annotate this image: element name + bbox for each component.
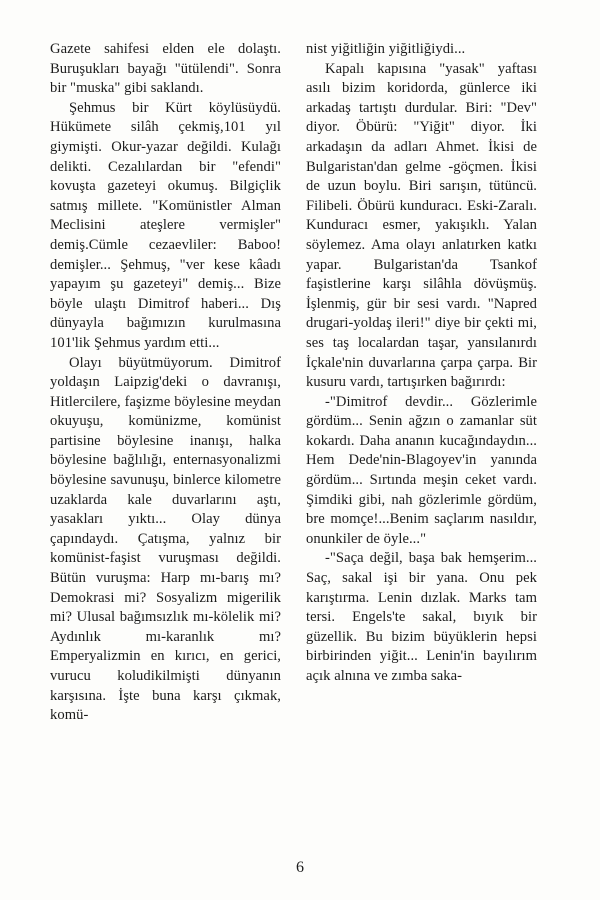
paragraph: Gazete sahifesi elden ele dolaştı. Buruşukları bayağı "ütülendi". Sonra bir "muska" gibi saklandı. bbox=[50, 41, 281, 97]
page-number: 6 bbox=[296, 859, 304, 876]
paragraph: -"Saça değil, başa bak hemşerim... Saç, sakal işi bir yana. Onu pek karıştırma. Lenin dızlak. Marks tam tersi. Engels'te sakal, bıyık bir güzellik. Bu bizim büyüklerin hepsi birbirinden yiğit... Lenin'in bayılırım açık alnına ve zımba saka- bbox=[306, 550, 537, 684]
paragraph: Olayı büyütmüyorum. Dimitrof yoldaşın Laipzig'deki o davranışı, Hitlercilere, faşizme böylesine meydan okuyuşu, komünizme, komünist partisine böylesine inanışı, halka böylesine bağlılığı, enternasyonalizmi böylesine savunuşu, binlerce kilometre uzaklarda kale duvarlarını aştı, yasakları yıktı... Olay dünya çapındaydı. Çatışma, yalnız bir komünist-faşist vuruşması değildi. Bütün vuruşma: Harp mı-barış mı? Demokrasi mi? Sosyalizm migerilik mi? Ulusal bağımsızlık mı-kölelik mi?Aydınlık mı-karanlık mı? Emperyalizmin en kırıcı, en gerici, vurucu koludikilmişti dünyanın karşısına. İşte buna karşı çıkmak, komü- bbox=[50, 354, 281, 724]
right-column bbox=[306, 40, 537, 687]
paragraph: -"Dimitrof devdir... Gözlerimle gördüm... Senin ağzın o zamanlar süt kokardı. Daha ananın kucağındaydın... Hem Dede'nin-Blagoyev'in yanında gördüm... Sırtında meşin ceket vardı. Şimdiki gibi, nah gözlerimle gördüm, bre momçe!...Benim saçlarım nasıldır, onunkiler de öyle..." bbox=[306, 393, 537, 547]
left-column bbox=[50, 40, 281, 726]
paragraph: Şehmus bir Kürt köylüsüydü. Hükümete silâh çekmiş,101 yıl giymişti. Okur-yazar değildi. Kulağı delikti. Cezalılardan bir "efendi" kovuşta gazeteyi okumuş. Bilgiçlik satmış millete. "Komünistler Alman Meclisini ateşlere vermişler" demiş.Cümle cezaevliler: Baboo! demişler... Şehmuş, "ver kese kâadı yapayım şu gazeteyi" demiş... Bize böyle ulaştı Dimitrof haberi... Dış dünyayla bağımızın kurulmasına 101'lik Şehmus yardım etti... bbox=[50, 99, 281, 351]
paragraph: Kapalı kapısına "yasak" yaftası asılı bizim koridorda, günlerce iki arkadaş tartıştı durdular. Biri: "Dev" diyor. Öbürü: "Yiğit" diyor. İki arkadaşın da adları Ahmet. İkisi de Bulgaristan'dan gelme -göçmen. İkisi de uzun boylu. Biri sarışın, tütüncü. Filibeli. Öbürü kunduracı. Eski-Zaralı. Kunduracı esmer, yakışıklı. Yalan söylemez. Ama olayı anlatırken katkı yapar. Bulgaristan'da Tsankof faşistlerine karşı silâhla dövüşmüş. İşlenmiş, gür bir sesi vardı. "Napred drugari-yoldaş ileri!" diye bir çekti mi, ses taş localardan taşar, yansılanırdı İçkale'nin duvarlarına çarpa çarpa. Bir kusuru vardı, tartışırken bağırırdı: bbox=[306, 60, 537, 391]
paragraph: nist yiğitliğin yiğitliğiydi... bbox=[306, 41, 466, 57]
